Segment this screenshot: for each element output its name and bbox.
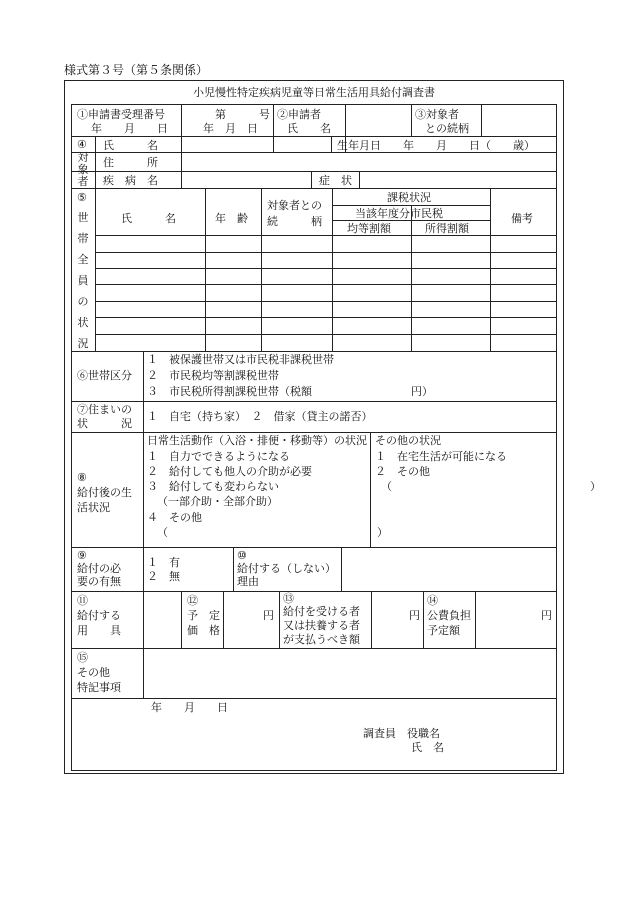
other-status-title: その他の状況 bbox=[375, 434, 441, 447]
after-support-label-1: 給付後の生 bbox=[77, 486, 132, 499]
payment-label-2: 又は扶養する者 bbox=[283, 619, 360, 632]
target-name-label: 氏 名 bbox=[103, 139, 158, 152]
decision-number: ⑩ bbox=[237, 549, 247, 562]
payment-yen: 円 bbox=[409, 609, 420, 622]
equipment-number: ⑪ bbox=[77, 594, 88, 607]
household-vertical-label: 世帯全員の状況 bbox=[77, 211, 89, 350]
notes-label-2: 特記事項 bbox=[77, 681, 121, 694]
receipt-date-2: 年 月 日 bbox=[203, 122, 258, 135]
applicant-name-label: 氏 名 bbox=[287, 122, 331, 135]
other-status-option-1: １ 在宅生活が可能になる bbox=[375, 450, 507, 463]
price-label-1: 予 定 bbox=[187, 609, 220, 622]
adl-option-2: ２ 給付しても他人の介助が必要 bbox=[147, 465, 312, 478]
relation-label-2: との続柄 bbox=[425, 122, 469, 135]
residence-options: １ 自宅（持ち家） ２ 借家（貸主の諾否） bbox=[147, 410, 373, 423]
household-age-header: 年 齢 bbox=[215, 212, 248, 225]
tax-year-header: 当該年度分市民税 bbox=[355, 207, 443, 220]
adl-option-1: １ 自力でできるようになる bbox=[147, 450, 290, 463]
adl-title: 日常生活動作（入浴・排便・移動等）の状況 bbox=[147, 434, 367, 447]
target-address-label: 住 所 bbox=[103, 156, 158, 169]
investigator-title-label: 調査員 役職名 bbox=[363, 727, 440, 740]
category-option-2: ２ 市民税均等割課税世帯 bbox=[147, 369, 279, 382]
notes-number: ⑮ bbox=[77, 651, 88, 664]
other-status-option-2-detail: （ ） bbox=[381, 480, 601, 493]
remarks-header: 備考 bbox=[511, 212, 533, 225]
residence-label-2: 状 況 bbox=[77, 417, 132, 430]
after-support-number: ⑧ bbox=[77, 471, 87, 484]
public-label-1: 公費負担 bbox=[427, 609, 471, 622]
residence-label-1: ⑦住まいの bbox=[77, 403, 132, 416]
form-frame bbox=[64, 80, 601, 774]
adl-option-3-detail: （一部介助・全部介助） bbox=[157, 495, 278, 508]
household-number: ⑤ bbox=[77, 191, 87, 204]
tax-status-header: 課税状況 bbox=[387, 191, 431, 204]
notes-label-1: その他 bbox=[77, 666, 110, 679]
other-status-option-2: ２ その他 bbox=[375, 465, 430, 478]
target-disease-label: 疾 病 名 bbox=[103, 174, 158, 187]
public-yen: 円 bbox=[541, 609, 552, 622]
public-number: ⑭ bbox=[427, 594, 438, 607]
number-label: 第 号 bbox=[215, 108, 270, 121]
necessity-label-1: 給付の必 bbox=[77, 562, 121, 575]
income-tax-header: 所得割額 bbox=[425, 222, 469, 235]
receipt-number-label: ①申請書受理番号 bbox=[77, 108, 165, 121]
payment-label-3: が支払うべき額 bbox=[283, 633, 360, 646]
household-name-header: 氏 名 bbox=[121, 212, 176, 225]
necessity-no: ２ 無 bbox=[147, 570, 180, 583]
necessity-number: ⑨ bbox=[77, 549, 87, 562]
equal-tax-header: 均等割額 bbox=[347, 222, 391, 235]
investigator-name-label: 氏 名 bbox=[411, 741, 444, 754]
necessity-label-2: 要の有無 bbox=[77, 575, 121, 588]
necessity-yes: １ 有 bbox=[147, 556, 180, 569]
target-number: ④ bbox=[77, 138, 87, 151]
adl-option-4: ４ その他 bbox=[147, 511, 202, 524]
payment-number: ⑬ bbox=[283, 592, 294, 605]
birth-date-label: 生年月日 年 月 日（ 歳） bbox=[337, 139, 535, 152]
target-vertical-label: 対象者 bbox=[77, 151, 89, 188]
payment-label-1: 給付を受ける者 bbox=[283, 605, 360, 618]
symptom-label: 症 状 bbox=[319, 174, 352, 187]
equipment-label-2: 用 具 bbox=[77, 624, 121, 637]
footer-date: 年 月 日 bbox=[151, 701, 228, 714]
price-label-2: 価 格 bbox=[187, 624, 220, 637]
decision-label: 給付する（しない） bbox=[237, 562, 336, 575]
price-number: ⑫ bbox=[187, 594, 198, 607]
adl-option-3: ３ 給付しても変わらない bbox=[147, 480, 279, 493]
after-support-label-2: 活状況 bbox=[77, 501, 110, 514]
household-category-label: ⑥世帯区分 bbox=[77, 369, 132, 382]
household-relation-header-1: 対象者との bbox=[267, 199, 322, 212]
price-yen: 円 bbox=[263, 609, 274, 622]
household-relation-header-2: 続 柄 bbox=[267, 215, 322, 228]
receipt-date: 年 月 日 bbox=[91, 122, 168, 135]
category-option-1: １ 被保護世帯又は市民税非課税世帯 bbox=[147, 353, 334, 366]
applicant-label: ②申請者 bbox=[277, 108, 321, 121]
style-number: 様式第３号（第５条関係） bbox=[64, 63, 209, 77]
category-option-3: ３ 市民税所得割課税世帯（税額 円） bbox=[147, 385, 433, 398]
relation-label-1: ③対象者 bbox=[415, 108, 459, 121]
adl-option-4-detail: （ ） bbox=[157, 526, 388, 539]
decision-reason-label: 理由 bbox=[237, 575, 259, 588]
public-label-2: 予定額 bbox=[427, 624, 460, 637]
form-title: 小児慢性特定疾病児童等日常生活用具給付調査書 bbox=[193, 86, 435, 99]
equipment-label-1: 給付する bbox=[77, 609, 121, 622]
